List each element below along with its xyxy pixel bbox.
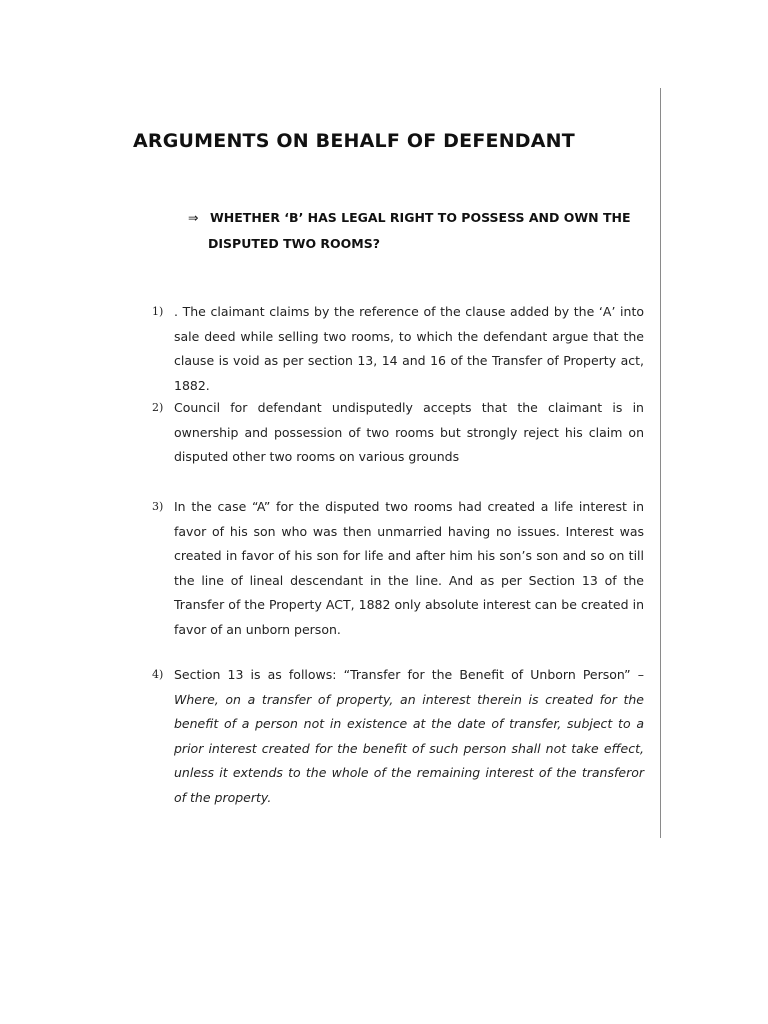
paragraph-4: [152, 663, 644, 810]
section-13-quote: Where, on a transfer of property, an interest therein is created for the benefit of a person not in existence at the date of transfer, subject to a prior interest created for the benefit of such person shall not take effect, unless it extends to the whole of the remaining interest of the transferor of the property.: [174, 691, 644, 805]
paragraph-text: [174, 663, 644, 810]
paragraph-2: [152, 396, 644, 470]
paragraph-1: [152, 300, 644, 398]
paragraph-number: 4): [152, 668, 164, 681]
page-title: ARGUMENTS ON BEHALF OF DEFENDANT: [133, 130, 575, 152]
paragraph-text: Council for defendant undisputedly accepts that the claimant is in ownership and possession of two rooms but strongly reject his claim on disputed other two rooms on various grounds: [174, 400, 644, 464]
issue-line-1: WHETHER ‘B’ HAS LEGAL RIGHT TO POSSESS AND OWN THE: [210, 210, 631, 225]
paragraph-number: 1): [152, 305, 164, 318]
paragraph-text: . The claimant claims by the reference of the clause added by the ‘A’ into sale deed while selling two rooms, to which the defendant argue that the clause is void as per section 13, 14 and 16 of the Transfer of Property act, 1882.: [174, 304, 644, 393]
issue-heading: [188, 205, 648, 257]
paragraph-3: [152, 495, 644, 642]
page-margin-rule: [660, 88, 661, 838]
arrow-icon: ⇒: [188, 210, 199, 225]
issue-line-2: DISPUTED TWO ROOMS?: [208, 236, 380, 251]
paragraph-number: 2): [152, 401, 164, 414]
paragraph-text: In the case “A” for the disputed two rooms had created a life interest in favor of his son who was then unmarried having no issues. Interest was created in favor of his son for life and after him his son’s son and so on till the line of lineal descendant in the line. And as per Section 13 of the Transfer of the Property ACT, 1882 only absolute interest can be created in favor of an unborn person.: [174, 499, 644, 637]
paragraph-number: 3): [152, 500, 164, 513]
section-13-intro: Section 13 is as follows: “Transfer for the Benefit of Unborn Person” –: [174, 667, 644, 682]
